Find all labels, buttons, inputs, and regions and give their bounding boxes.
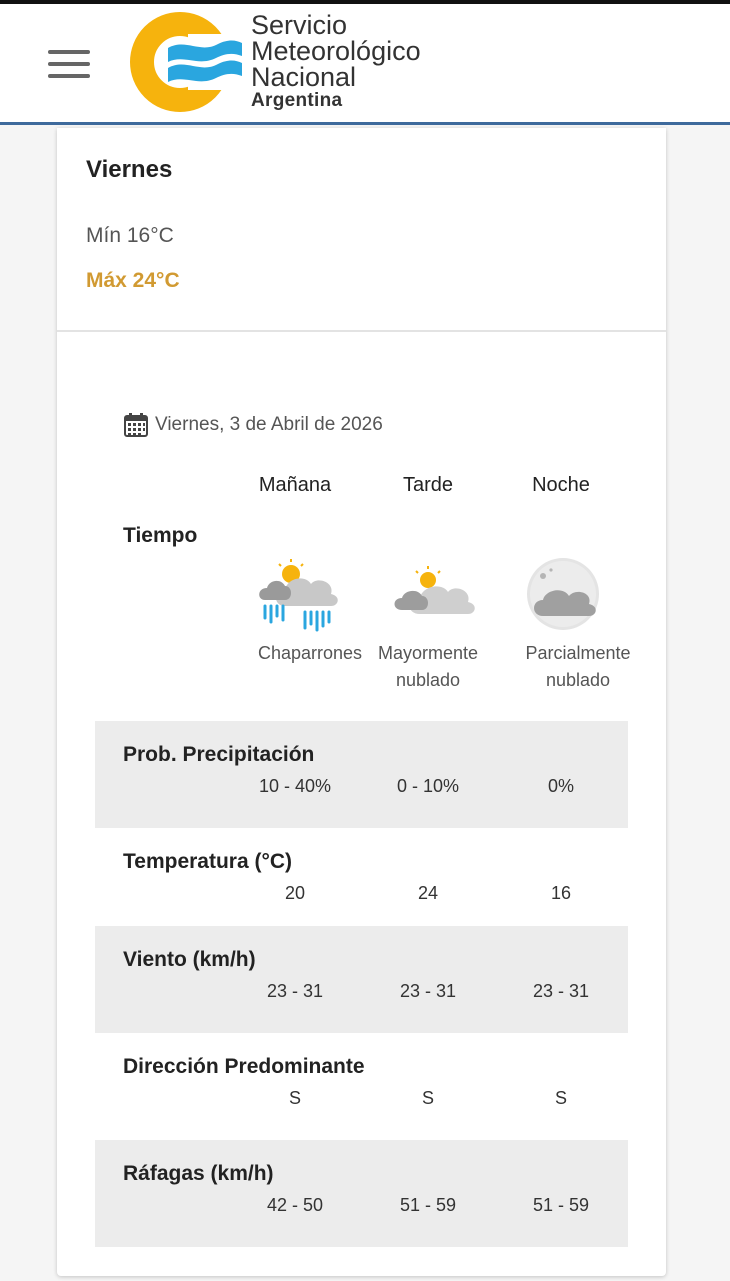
forecast-date-text: Viernes, 3 de Abril de 2026 bbox=[155, 414, 383, 435]
tiempo-label: Tiempo bbox=[123, 524, 198, 547]
condition-tarde bbox=[353, 640, 503, 694]
condition-noche-line2: nublado bbox=[545, 670, 611, 690]
logo-line-servicio: Servicio bbox=[251, 10, 348, 40]
row-value-tarde: S bbox=[421, 1088, 434, 1108]
row-value-manana: S bbox=[288, 1088, 301, 1108]
period-header-tarde: Tarde bbox=[402, 474, 454, 496]
menu-bar-icon bbox=[48, 62, 90, 66]
row-value-tarde: 24 bbox=[417, 883, 439, 903]
row-label: Ráfagas (km/h) bbox=[123, 1162, 274, 1185]
logo-line-meteorologico: Meteorológico bbox=[251, 36, 421, 66]
condition-tarde-line1: Mayormente bbox=[377, 643, 479, 663]
calendar-icon bbox=[123, 412, 149, 438]
row-value-noche: S bbox=[554, 1088, 567, 1108]
row-temperatura bbox=[95, 828, 628, 935]
logo-line-nacional: Nacional bbox=[251, 62, 357, 92]
partly-cloudy-night-icon bbox=[521, 556, 611, 636]
row-value-manana: 42 - 50 bbox=[266, 1195, 324, 1215]
row-value-tarde: 0 - 10% bbox=[396, 776, 460, 796]
row-value-noche: 23 - 31 bbox=[532, 981, 590, 1001]
row-value-tarde: 23 - 31 bbox=[399, 981, 457, 1001]
smn-logo-text bbox=[251, 12, 421, 112]
row-prob-precipitacion bbox=[95, 721, 628, 828]
smn-logo[interactable] bbox=[128, 10, 468, 116]
row-label: Dirección Predominante bbox=[123, 1055, 365, 1078]
condition-noche bbox=[503, 640, 653, 694]
period-header-manana: Mañana bbox=[258, 474, 332, 496]
row-value-noche: 0% bbox=[547, 776, 574, 796]
period-header-noche: Noche bbox=[532, 474, 590, 496]
forecast-date bbox=[123, 412, 383, 438]
min-temperature: Mín 16°C bbox=[86, 224, 174, 247]
condition-noche-line1: Parcialmente bbox=[525, 643, 631, 663]
forecast-card bbox=[57, 128, 666, 1276]
divider bbox=[57, 330, 666, 332]
menu-bar-icon bbox=[48, 74, 90, 78]
row-label: Viento (km/h) bbox=[123, 948, 256, 971]
max-temperature: Máx 24°C bbox=[86, 269, 180, 292]
menu-bar-icon bbox=[48, 50, 90, 54]
logo-line-argentina: Argentina bbox=[251, 90, 343, 111]
row-value-manana: 20 bbox=[284, 883, 306, 903]
condition-manana-line1: Chaparrones bbox=[257, 643, 363, 663]
row-label: Prob. Precipitación bbox=[123, 743, 315, 766]
smn-logo-mark-icon bbox=[128, 10, 246, 114]
row-value-manana: 10 - 40% bbox=[258, 776, 332, 796]
row-value-noche: 51 - 59 bbox=[532, 1195, 590, 1215]
row-rafagas bbox=[95, 1140, 628, 1247]
showers-icon bbox=[255, 556, 345, 636]
row-value-tarde: 51 - 59 bbox=[399, 1195, 457, 1215]
row-value-manana: 23 - 31 bbox=[266, 981, 324, 1001]
day-title: Viernes bbox=[86, 156, 173, 183]
mostly-cloudy-icon bbox=[388, 556, 478, 636]
row-value-noche: 16 bbox=[550, 883, 572, 903]
site-header bbox=[0, 4, 730, 125]
hamburger-menu-icon[interactable] bbox=[48, 50, 92, 82]
row-direccion bbox=[95, 1033, 628, 1140]
row-label: Temperatura (°C) bbox=[123, 850, 293, 873]
condition-tarde-line2: nublado bbox=[395, 670, 461, 690]
row-viento bbox=[95, 926, 628, 1033]
